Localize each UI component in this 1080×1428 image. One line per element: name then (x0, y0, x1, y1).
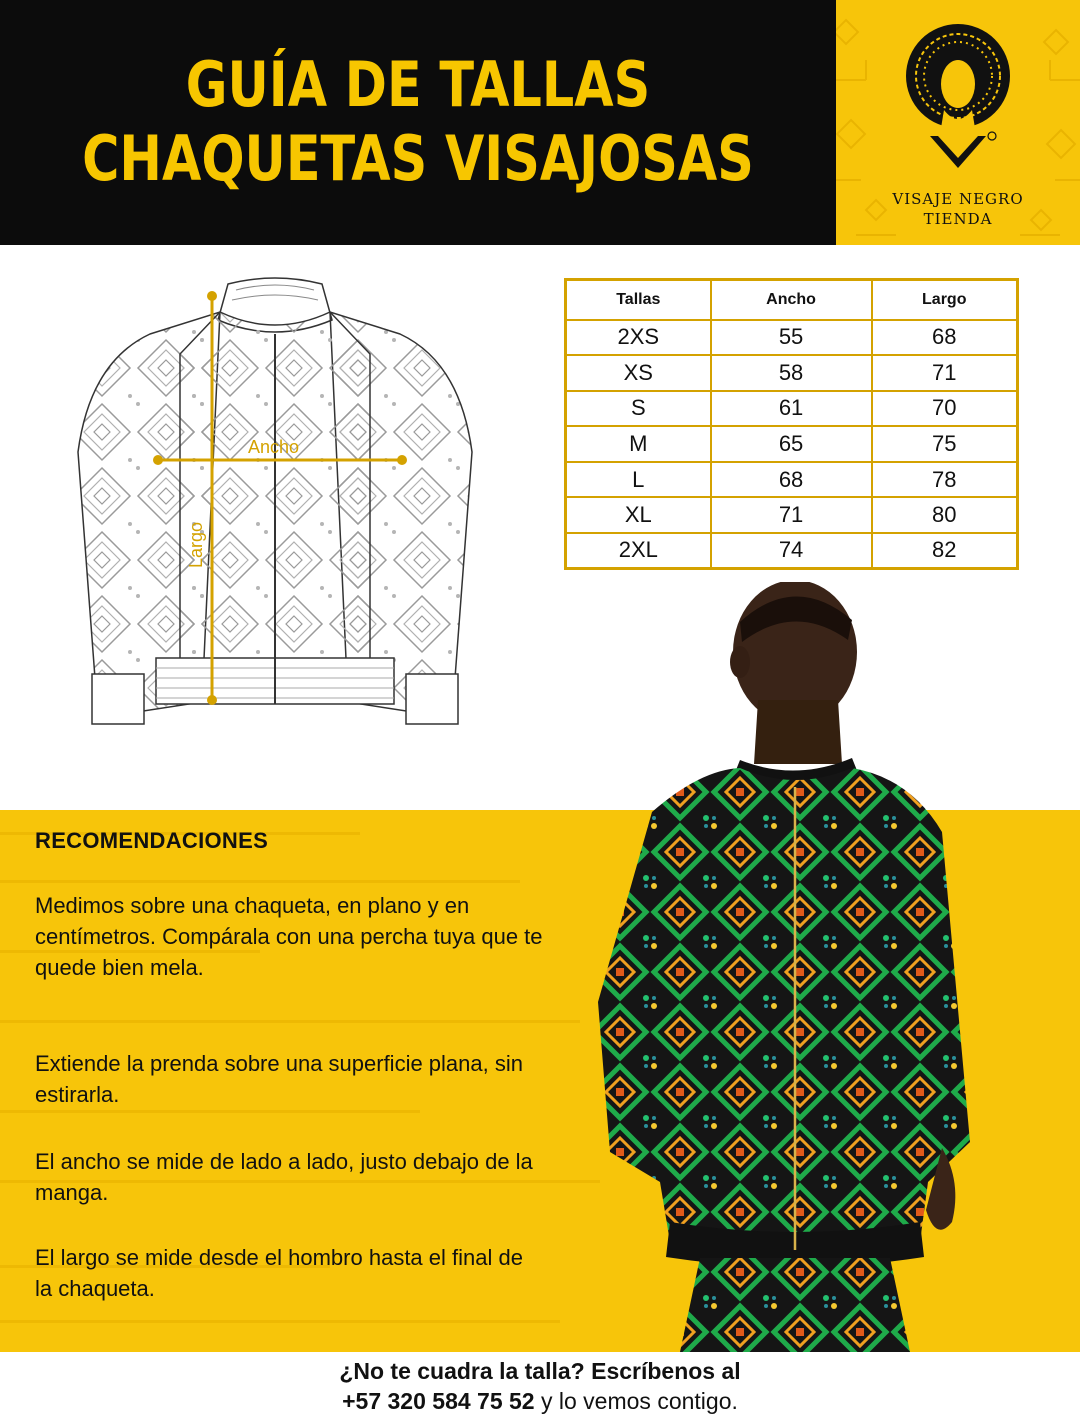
cell-length: 75 (872, 426, 1018, 462)
texture-streak (0, 1320, 560, 1323)
cell-width: 65 (711, 426, 872, 462)
contact-phone: +57 320 584 75 52 (342, 1388, 535, 1414)
table-row (566, 533, 1018, 569)
column-header-tallas: Tallas (566, 280, 711, 320)
model-photo (590, 582, 990, 1352)
page-title-line2: CHAQUETAS VISAJOSAS (82, 122, 754, 195)
recommendation-paragraph-3: El ancho se mide de lado a lado, justo debajo de la manga. (35, 1149, 533, 1205)
cell-size: S (566, 391, 711, 427)
footer-line2-rest: y lo vemos contigo. (534, 1388, 738, 1414)
cell-width: 55 (711, 320, 872, 356)
recommendation-paragraph-2: Extiende la prenda sobre una superficie plana, sin estirarla. (35, 1051, 523, 1107)
column-header-largo: Largo (872, 280, 1018, 320)
recommendations-title: RECOMENDACIONES (35, 828, 269, 853)
recommendation-paragraph-4: El largo se mide desde el hombro hasta el final de la chaqueta. (35, 1245, 523, 1301)
cell-width: 61 (711, 391, 872, 427)
cell-length: 78 (872, 462, 1018, 498)
table-row (566, 497, 1018, 533)
cell-size: L (566, 462, 711, 498)
column-header-ancho: Ancho (711, 280, 872, 320)
cell-length: 71 (872, 355, 1018, 391)
cell-width: 71 (711, 497, 872, 533)
cell-length: 68 (872, 320, 1018, 356)
cell-size: M (566, 426, 711, 462)
texture-streak (0, 1020, 580, 1023)
table-row (566, 391, 1018, 427)
brand-name-line2: TIENDA (923, 210, 993, 228)
table-header-row (566, 280, 1018, 320)
cell-width: 74 (711, 533, 872, 569)
footer-line1: ¿No te cuadra la talla? Escríbenos al (339, 1358, 741, 1384)
brand-block (836, 0, 1080, 245)
jacket-diagram (70, 272, 480, 732)
size-table (564, 278, 1019, 570)
cell-size: XL (566, 497, 711, 533)
table-row (566, 320, 1018, 356)
texture-streak (0, 1110, 420, 1113)
table-row (566, 426, 1018, 462)
table-row (566, 462, 1018, 498)
texture-streak (0, 880, 520, 883)
cell-size: 2XL (566, 533, 711, 569)
cell-length: 80 (872, 497, 1018, 533)
brand-name-line1: VISAJE NEGRO (892, 190, 1024, 208)
header-banner (0, 0, 836, 245)
measure-label-ancho: Ancho (248, 437, 300, 457)
page-title-line1: GUÍA DE TALLAS (185, 48, 651, 121)
recommendation-paragraph-1: Medimos sobre una chaqueta, en plano y en centímetros. Compárala con una percha tuya que te quede bien mela. (35, 893, 543, 980)
measure-label-largo: Largo (186, 521, 206, 568)
cell-size: 2XS (566, 320, 711, 356)
brand-logo-icon (898, 18, 1018, 178)
cell-width: 58 (711, 355, 872, 391)
cell-width: 68 (711, 462, 872, 498)
cell-length: 82 (872, 533, 1018, 569)
table-row (566, 355, 1018, 391)
cell-length: 70 (872, 391, 1018, 427)
footer-line2 (0, 1388, 1080, 1415)
footer (0, 1352, 1080, 1428)
cell-size: XS (566, 355, 711, 391)
